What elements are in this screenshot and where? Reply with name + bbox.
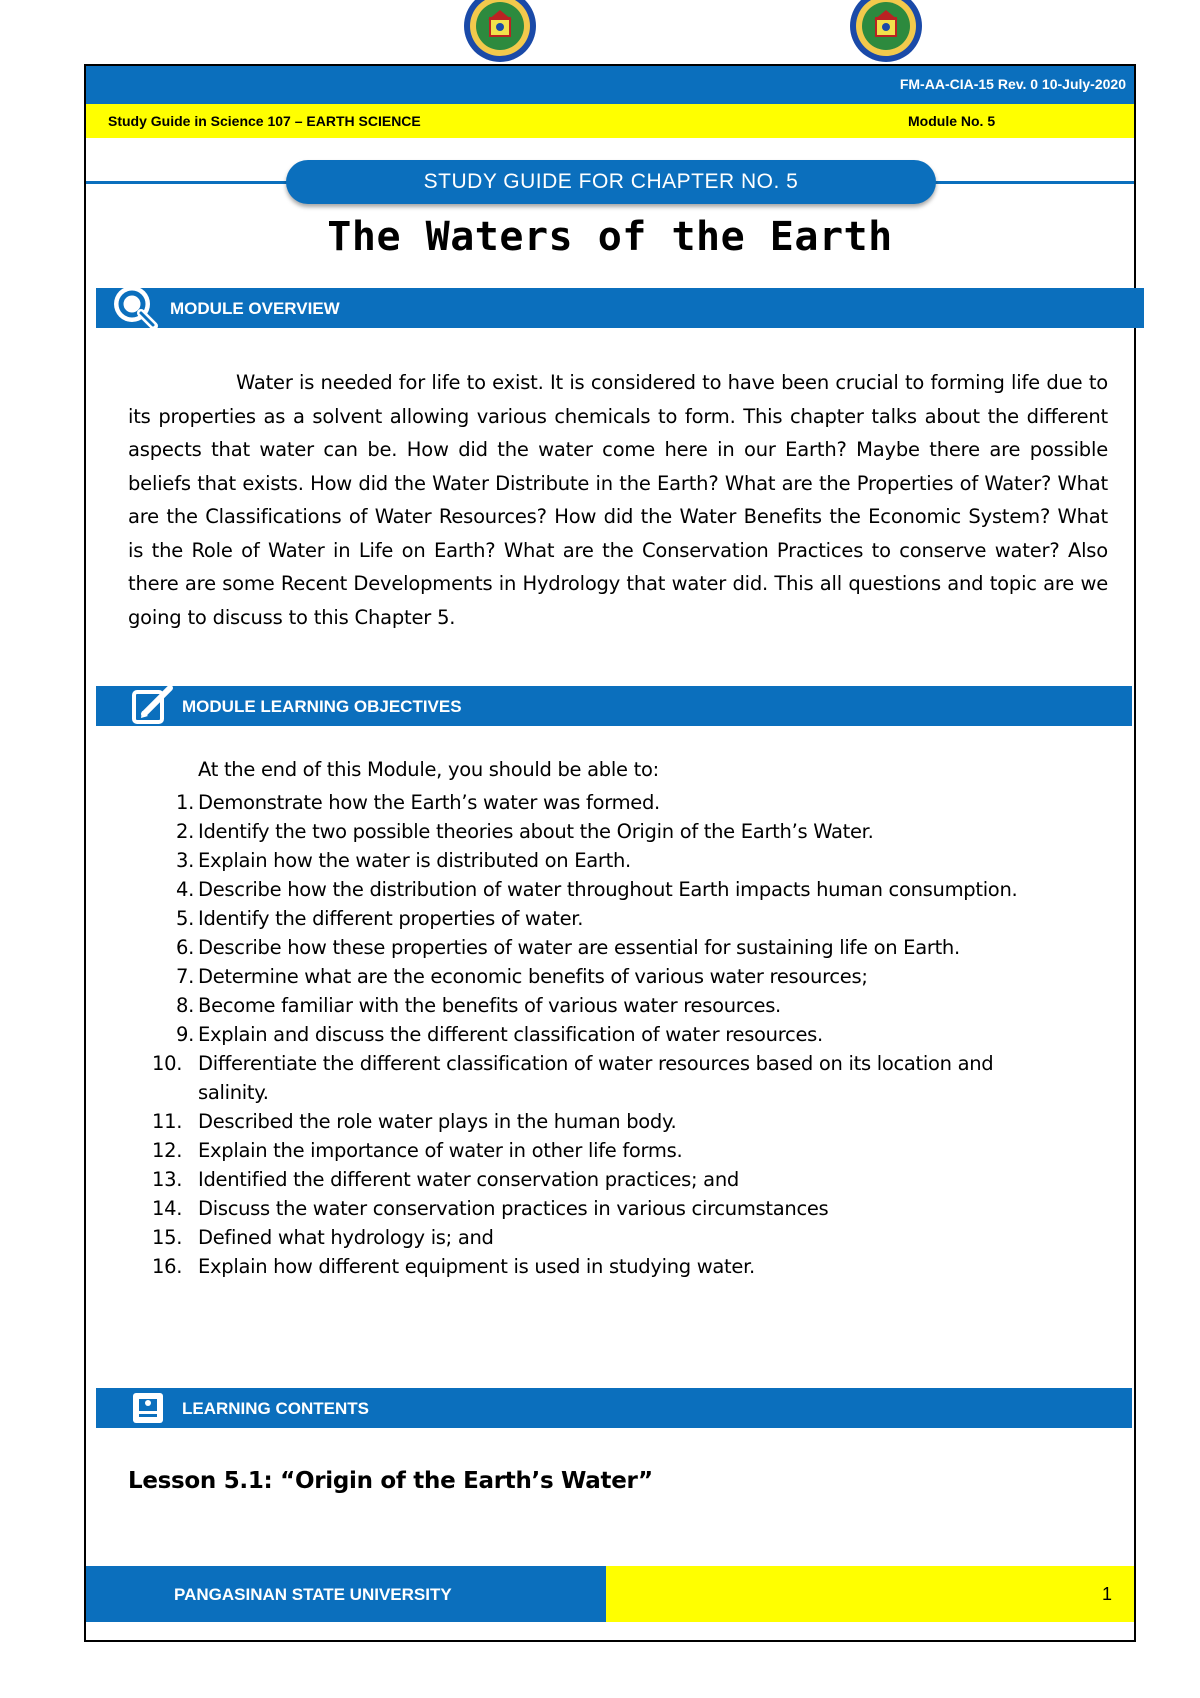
divider-line — [926, 181, 1134, 184]
section-label: LEARNING CONTENTS — [182, 1399, 369, 1418]
seal-icon — [462, 0, 538, 64]
list-item: 1. Demonstrate how the Earth’s water was formed. — [175, 791, 660, 814]
section-header-contents — [96, 1388, 1132, 1428]
page-number: 1 — [1101, 1584, 1112, 1604]
header-blue-bar — [86, 66, 1134, 104]
footer-yellow-bar — [606, 1566, 1134, 1622]
document-icon — [130, 1391, 170, 1427]
list-item: 14. Discuss the water conservation practices in various circumstances — [152, 1197, 829, 1220]
list-item: 7. Determine what are the economic benefits of various water resources; — [175, 965, 868, 988]
section-label: MODULE OVERVIEW — [170, 299, 340, 318]
footer-blue-bar — [86, 1566, 606, 1622]
page-title: The Waters of the Earth — [327, 214, 893, 260]
lesson-title: Lesson 5.1: “Origin of the Earth’s Water” — [128, 1468, 653, 1494]
module-number: Module No. 5 — [908, 113, 996, 129]
chapter-banner: STUDY GUIDE FOR CHAPTER NO. 5 — [286, 160, 936, 204]
list-item: 11. Described the role water plays in the human body. — [152, 1110, 677, 1133]
list-item: 5. Identify the different properties of water. — [175, 907, 584, 930]
form-code: FM-AA-CIA-15 Rev. 0 10-July-2020 — [899, 76, 1126, 92]
list-item: 3. Explain how the water is distributed on Earth. — [175, 849, 631, 872]
list-item: 6. Describe how these properties of water are essential for sustaining life on Earth. — [175, 936, 960, 959]
magnifier-icon — [110, 282, 160, 332]
section-header-overview — [96, 288, 1144, 328]
list-item: 13. Identified the different water conservation practices; and — [152, 1168, 739, 1191]
page-frame — [84, 64, 1136, 1642]
course-label: Study Guide in Science 107 – EARTH SCIENCE — [108, 113, 421, 129]
overview-text: Water is needed for life to exist. It is considered to have been crucial to forming life due to its properties as a solvent allowing various chemicals to form. This chapter talks about the different aspects that water can be. How did the water come here in our Earth? Maybe there are possible beliefs that exists. How did the Water Distribute in the Earth? What are the Properties of Water? What are the Classifications of Water Resources? How did the Water Benefits the Economic System? What is the Role of Water in Life on Earth? What are the Conservation Practices to conserve water? Also there are some Recent Developments in Hydrology that water did. This all questions and topic are we going to discuss to this Chapter 5. — [128, 371, 1108, 629]
list-item: 10. Differentiate the different classification of water resources based on its location and salinity. — [152, 1052, 994, 1104]
university-seal-left — [462, 0, 538, 64]
list-item: 4. Describe how the distribution of water throughout Earth impacts human consumption. — [175, 878, 1018, 901]
list-item: 8. Become familiar with the benefits of various water resources. — [175, 994, 781, 1017]
pencil-note-icon — [130, 684, 176, 728]
section-label: MODULE LEARNING OBJECTIVES — [182, 697, 462, 716]
header-yellow-bar — [86, 104, 1134, 138]
list-item: 16. Explain how different equipment is used in studying water. — [152, 1255, 755, 1278]
seal-icon — [848, 0, 924, 64]
list-item: 15. Defined what hydrology is; and — [152, 1226, 494, 1249]
divider-line — [86, 181, 296, 184]
section-header-objectives — [96, 686, 1132, 726]
university-name: PANGASINAN STATE UNIVERSITY — [174, 1585, 452, 1604]
objectives-list — [152, 788, 1056, 1281]
list-item: 12. Explain the importance of water in other life forms. — [152, 1139, 683, 1162]
overview-paragraph — [128, 366, 1108, 634]
list-item: 2. Identify the two possible theories about the Origin of the Earth’s Water. — [175, 820, 874, 843]
objectives-intro: At the end of this Module, you should be able to: — [198, 758, 659, 781]
university-seal-right — [848, 0, 924, 64]
list-item: 9. Explain and discuss the different classification of water resources. — [175, 1023, 823, 1046]
